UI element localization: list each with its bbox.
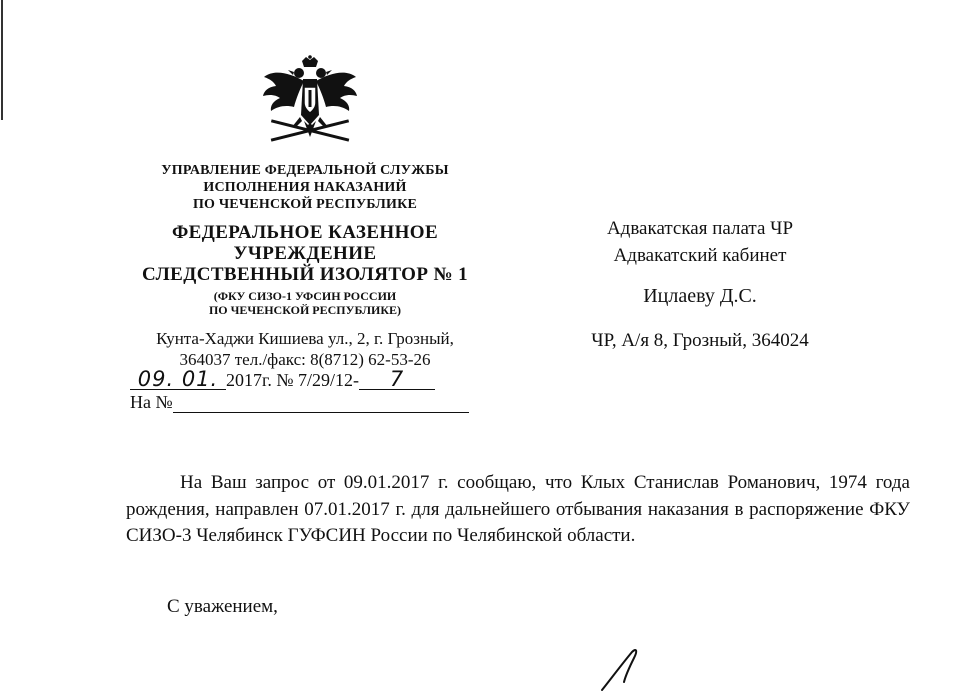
department-header bbox=[130, 162, 480, 213]
outgoing-number-text: 2017г. № 7/29/12- bbox=[226, 370, 360, 390]
reference-line bbox=[130, 391, 490, 413]
double-headed-eagle-emblem-icon bbox=[260, 55, 360, 155]
page-edge-line bbox=[1, 0, 3, 120]
recipient-line-2: Адвакатский кабинет bbox=[613, 245, 787, 266]
letter-paragraph: На Ваш запрос от 09.01.2017 г. сообщаю, что Клых Станислав Романович, 1974 года рождения, направлен 07.01.2017 г. для дальнейшего отбывания наказания в распоряжение ФКУ СИЗО-3 Челябинск ГУФСИН России по Челябинской области. bbox=[126, 472, 910, 546]
recipient-address: ЧР, А/я 8, Грозный, 364024 bbox=[591, 330, 809, 351]
sender-address bbox=[130, 328, 480, 370]
handwritten-date: 09. 01. bbox=[130, 369, 226, 390]
reference-label: На № bbox=[130, 392, 173, 412]
institution-abbreviation-line: ПО ЧЕЧЕНСКОЙ РЕСПУБЛИКЕ) bbox=[208, 303, 402, 317]
institution-name-line: ФЕДЕРАЛЬНОЕ КАЗЕННОЕ bbox=[171, 222, 439, 243]
sender-address-line: Кунта-Хаджи Кишиева ул., 2, г. Грозный, bbox=[156, 329, 454, 348]
department-header-line: УПРАВЛЕНИЕ ФЕДЕРАЛЬНОЙ СЛУЖБЫ bbox=[161, 163, 449, 178]
signature-stroke bbox=[596, 646, 656, 692]
handwritten-number: 7 bbox=[359, 369, 435, 390]
sender-address-line: 364037 тел./факс: 8(8712) 62-53-26 bbox=[179, 350, 431, 369]
department-header-line: ИСПОЛНЕНИЯ НАКАЗАНИЙ bbox=[203, 180, 407, 195]
recipient-line-1: Адвакатская палата ЧР bbox=[606, 218, 794, 239]
institution-abbreviation-line: (ФКУ СИЗО-1 УФСИН РОССИИ bbox=[213, 289, 397, 303]
reference-blank bbox=[173, 392, 469, 413]
institution-name-line: СЛЕДСТВЕННЫЙ ИЗОЛЯТОР № 1 bbox=[141, 264, 469, 285]
outgoing-number-line bbox=[130, 369, 490, 391]
institution-name-line: УЧРЕЖДЕНИЕ bbox=[233, 243, 377, 264]
department-header-line: ПО ЧЕЧЕНСКОЙ РЕСПУБЛИКЕ bbox=[192, 197, 418, 212]
institution-abbreviation bbox=[130, 289, 480, 317]
recipient-name: Ицлаеву Д.С. bbox=[643, 285, 757, 307]
closing-phrase: С уважением, bbox=[167, 596, 278, 617]
institution-name bbox=[130, 222, 480, 285]
letter-body bbox=[126, 470, 910, 550]
registration-block bbox=[130, 369, 490, 413]
